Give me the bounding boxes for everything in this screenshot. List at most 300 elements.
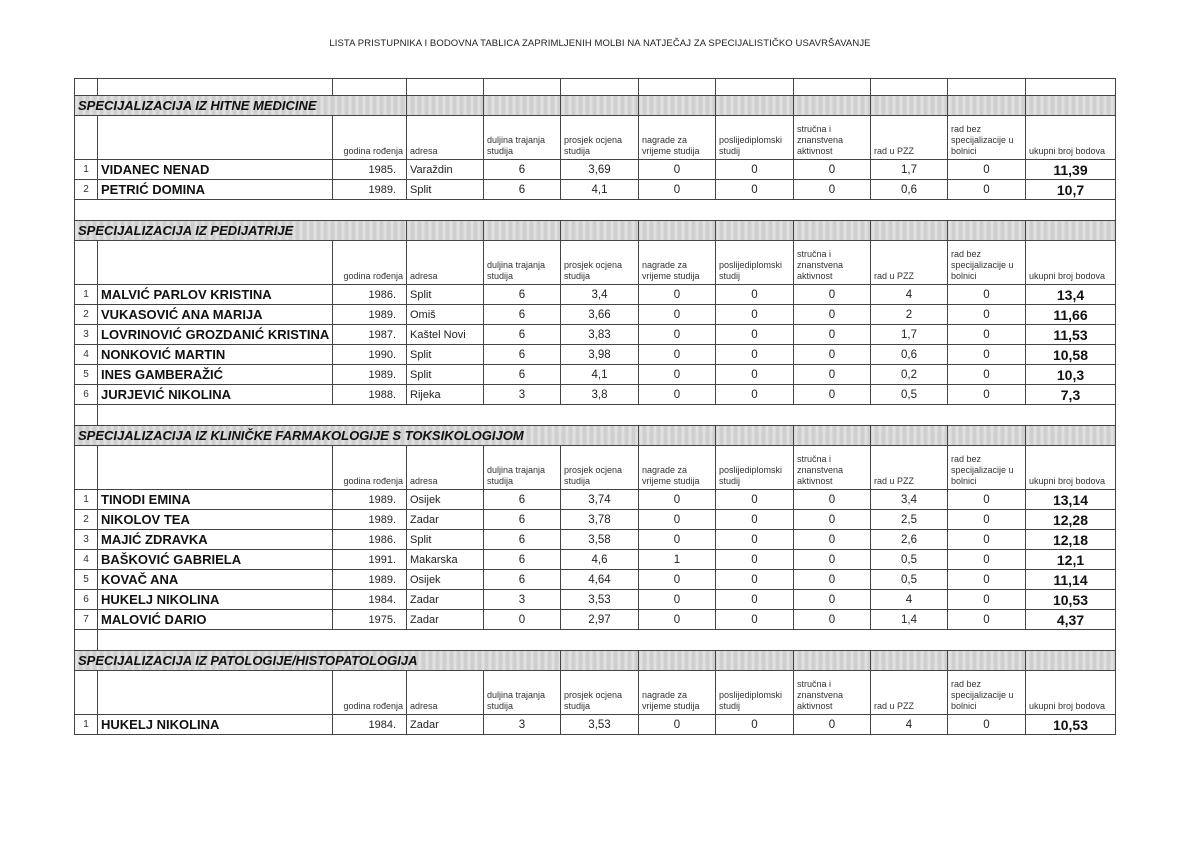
column-header-strucna: stručna i znanstvena aktivnost xyxy=(794,446,871,490)
postgraduate-cell: 0 xyxy=(716,490,794,510)
applicant-name-cell: PETRIĆ DOMINA xyxy=(98,180,333,200)
column-header-prosjek: prosjek ocjena studija xyxy=(561,446,639,490)
column-header-ukupno: ukupni broj bodova xyxy=(1026,241,1116,285)
total-points-cell: 11,66 xyxy=(1026,305,1116,325)
section-spacer-row xyxy=(75,405,1116,426)
address-cell: Zadar xyxy=(407,715,484,735)
primary-care-work-cell: 0,6 xyxy=(871,345,948,365)
column-header-adresa: adresa xyxy=(407,671,484,715)
section-shaded-cell xyxy=(639,651,716,671)
column-header-rad-bez: rad bez specijalizacije u bolnici xyxy=(948,116,1026,160)
section-title: SPECIJALIZACIJA IZ KLINIČKE FARMAKOLOGIJE S TOKSIKOLOGIJOM xyxy=(75,426,639,446)
spacer-cell xyxy=(75,405,98,426)
birth-year-cell: 1991. xyxy=(333,550,407,570)
section-shaded-cell xyxy=(948,96,1026,116)
rank-number-cell: 5 xyxy=(75,365,98,385)
section-shaded-cell xyxy=(871,426,948,446)
column-header-rad-bez: rad bez specijalizacije u bolnici xyxy=(948,241,1026,285)
section-header-row xyxy=(75,426,1116,446)
total-points-cell: 13,14 xyxy=(1026,490,1116,510)
applicant-name-cell: HUKELJ NIKOLINA xyxy=(98,715,333,735)
grade-average-cell: 3,69 xyxy=(561,160,639,180)
birth-year-cell: 1989. xyxy=(333,365,407,385)
applicant-row xyxy=(75,590,1116,610)
section-shaded-cell xyxy=(484,96,561,116)
column-header-duljina: duljina trajanja studija xyxy=(484,116,561,160)
awards-cell: 0 xyxy=(639,610,716,630)
hospital-work-cell: 0 xyxy=(948,365,1026,385)
primary-care-work-cell: 0,2 xyxy=(871,365,948,385)
column-header-prosjek: prosjek ocjena studija xyxy=(561,116,639,160)
applicant-name-cell: NIKOLOV TEA xyxy=(98,510,333,530)
section-shaded-cell xyxy=(794,96,871,116)
column-header-rad-pzz: rad u PZZ xyxy=(871,446,948,490)
grade-average-cell: 4,1 xyxy=(561,365,639,385)
hospital-work-cell: 0 xyxy=(948,570,1026,590)
column-header-prosjek: prosjek ocjena studija xyxy=(561,241,639,285)
professional-activity-cell: 0 xyxy=(794,180,871,200)
address-cell: Split xyxy=(407,285,484,305)
applicant-row xyxy=(75,715,1116,735)
postgraduate-cell: 0 xyxy=(716,325,794,345)
hospital-work-cell: 0 xyxy=(948,160,1026,180)
total-points-cell: 10,53 xyxy=(1026,590,1116,610)
total-points-cell: 4,37 xyxy=(1026,610,1116,630)
applicant-name-cell: HUKELJ NIKOLINA xyxy=(98,590,333,610)
section-header-row xyxy=(75,651,1116,671)
postgraduate-cell: 0 xyxy=(716,550,794,570)
primary-care-work-cell: 0,5 xyxy=(871,385,948,405)
total-points-cell: 13,4 xyxy=(1026,285,1116,305)
grade-average-cell: 4,1 xyxy=(561,180,639,200)
section-shaded-cell xyxy=(794,221,871,241)
section-shaded-cell xyxy=(561,651,639,671)
birth-year-cell: 1987. xyxy=(333,325,407,345)
birth-year-cell: 1975. xyxy=(333,610,407,630)
column-header-rad-bez: rad bez specijalizacije u bolnici xyxy=(948,671,1026,715)
spacer-cell xyxy=(98,630,1116,651)
applicant-name-cell: MALOVIĆ DARIO xyxy=(98,610,333,630)
rank-number-cell: 2 xyxy=(75,510,98,530)
primary-care-work-cell: 4 xyxy=(871,285,948,305)
section-shaded-cell xyxy=(871,651,948,671)
grade-average-cell: 3,53 xyxy=(561,715,639,735)
address-cell: Makarska xyxy=(407,550,484,570)
awards-cell: 0 xyxy=(639,715,716,735)
header-name-cell xyxy=(98,446,333,490)
professional-activity-cell: 0 xyxy=(794,160,871,180)
rank-number-cell: 2 xyxy=(75,180,98,200)
awards-cell: 0 xyxy=(639,530,716,550)
birth-year-cell: 1989. xyxy=(333,510,407,530)
study-duration-cell: 6 xyxy=(484,160,561,180)
column-header-rad-pzz: rad u PZZ xyxy=(871,116,948,160)
postgraduate-cell: 0 xyxy=(716,510,794,530)
column-header-row xyxy=(75,671,1116,715)
postgraduate-cell: 0 xyxy=(716,160,794,180)
section-shaded-cell xyxy=(561,221,639,241)
applicant-name-cell: VIDANEC NENAD xyxy=(98,160,333,180)
address-cell: Zadar xyxy=(407,590,484,610)
section-shaded-cell xyxy=(1026,651,1116,671)
hospital-work-cell: 0 xyxy=(948,590,1026,610)
column-header-prosjek: prosjek ocjena studija xyxy=(561,671,639,715)
address-cell: Zadar xyxy=(407,610,484,630)
grade-average-cell: 4,6 xyxy=(561,550,639,570)
spacer-cell xyxy=(75,200,1116,221)
section-shaded-cell xyxy=(407,221,484,241)
primary-care-work-cell: 0,6 xyxy=(871,180,948,200)
applicant-name-cell: TINODI EMINA xyxy=(98,490,333,510)
postgraduate-cell: 0 xyxy=(716,285,794,305)
section-shaded-cell xyxy=(561,96,639,116)
column-header-nagrade: nagrade za vrijeme studija xyxy=(639,446,716,490)
awards-cell: 0 xyxy=(639,510,716,530)
applicant-row xyxy=(75,180,1116,200)
birth-year-cell: 1984. xyxy=(333,590,407,610)
column-header-poslijediplomski: poslijediplomski studij xyxy=(716,116,794,160)
column-header-godina: godina rođenja xyxy=(333,241,407,285)
applicant-row xyxy=(75,285,1116,305)
section-shaded-cell xyxy=(948,651,1026,671)
section-shaded-cell xyxy=(1026,96,1116,116)
spacer-cell xyxy=(98,405,1116,426)
section-shaded-cell xyxy=(794,426,871,446)
total-points-cell: 10,53 xyxy=(1026,715,1116,735)
column-header-nagrade: nagrade za vrijeme studija xyxy=(639,241,716,285)
study-duration-cell: 6 xyxy=(484,285,561,305)
study-duration-cell: 3 xyxy=(484,715,561,735)
rank-number-cell: 1 xyxy=(75,715,98,735)
applicant-row xyxy=(75,160,1116,180)
applicant-row xyxy=(75,550,1116,570)
awards-cell: 0 xyxy=(639,160,716,180)
study-duration-cell: 0 xyxy=(484,610,561,630)
applicant-name-cell: MALVIĆ PARLOV KRISTINA xyxy=(98,285,333,305)
column-header-ukupno: ukupni broj bodova xyxy=(1026,671,1116,715)
applicant-row xyxy=(75,325,1116,345)
birth-year-cell: 1986. xyxy=(333,285,407,305)
study-duration-cell: 6 xyxy=(484,305,561,325)
rank-number-cell: 1 xyxy=(75,490,98,510)
study-duration-cell: 6 xyxy=(484,365,561,385)
awards-cell: 0 xyxy=(639,285,716,305)
birth-year-cell: 1986. xyxy=(333,530,407,550)
birth-year-cell: 1985. xyxy=(333,160,407,180)
hospital-work-cell: 0 xyxy=(948,285,1026,305)
address-cell: Osijek xyxy=(407,570,484,590)
professional-activity-cell: 0 xyxy=(794,530,871,550)
postgraduate-cell: 0 xyxy=(716,345,794,365)
header-name-cell xyxy=(98,241,333,285)
primary-care-work-cell: 4 xyxy=(871,715,948,735)
hospital-work-cell: 0 xyxy=(948,490,1026,510)
grade-average-cell: 3,83 xyxy=(561,325,639,345)
address-cell: Kaštel Novi xyxy=(407,325,484,345)
header-name-cell xyxy=(98,116,333,160)
primary-care-work-cell: 4 xyxy=(871,590,948,610)
grade-average-cell: 3,53 xyxy=(561,590,639,610)
address-cell: Omiš xyxy=(407,305,484,325)
birth-year-cell: 1988. xyxy=(333,385,407,405)
address-cell: Split xyxy=(407,365,484,385)
hospital-work-cell: 0 xyxy=(948,180,1026,200)
section-shaded-cell xyxy=(407,96,484,116)
grade-average-cell: 3,8 xyxy=(561,385,639,405)
section-header-row xyxy=(75,96,1116,116)
postgraduate-cell: 0 xyxy=(716,530,794,550)
total-points-cell: 10,3 xyxy=(1026,365,1116,385)
birth-year-cell: 1984. xyxy=(333,715,407,735)
hospital-work-cell: 0 xyxy=(948,550,1026,570)
study-duration-cell: 6 xyxy=(484,345,561,365)
applicant-row xyxy=(75,490,1116,510)
grade-average-cell: 3,66 xyxy=(561,305,639,325)
study-duration-cell: 6 xyxy=(484,530,561,550)
postgraduate-cell: 0 xyxy=(716,715,794,735)
awards-cell: 1 xyxy=(639,550,716,570)
header-num-cell xyxy=(75,446,98,490)
column-header-row xyxy=(75,241,1116,285)
applicant-row xyxy=(75,570,1116,590)
column-header-strucna: stručna i znanstvena aktivnost xyxy=(794,241,871,285)
postgraduate-cell: 0 xyxy=(716,305,794,325)
postgraduate-cell: 0 xyxy=(716,610,794,630)
professional-activity-cell: 0 xyxy=(794,590,871,610)
section-title: SPECIJALIZACIJA IZ HITNE MEDICINE xyxy=(75,96,407,116)
column-header-ukupno: ukupni broj bodova xyxy=(1026,116,1116,160)
birth-year-cell: 1989. xyxy=(333,490,407,510)
section-shaded-cell xyxy=(871,96,948,116)
column-header-duljina: duljina trajanja studija xyxy=(484,446,561,490)
hospital-work-cell: 0 xyxy=(948,510,1026,530)
column-header-row xyxy=(75,116,1116,160)
professional-activity-cell: 0 xyxy=(794,385,871,405)
column-header-poslijediplomski: poslijediplomski studij xyxy=(716,241,794,285)
applicant-score-table xyxy=(74,78,1116,735)
applicant-name-cell: BAŠKOVIĆ GABRIELA xyxy=(98,550,333,570)
column-header-godina: godina rođenja xyxy=(333,116,407,160)
rank-number-cell: 3 xyxy=(75,325,98,345)
section-shaded-cell xyxy=(1026,426,1116,446)
professional-activity-cell: 0 xyxy=(794,345,871,365)
professional-activity-cell: 0 xyxy=(794,715,871,735)
grade-average-cell: 4,64 xyxy=(561,570,639,590)
spacer-cell xyxy=(75,630,98,651)
section-shaded-cell xyxy=(639,96,716,116)
column-header-duljina: duljina trajanja studija xyxy=(484,671,561,715)
professional-activity-cell: 0 xyxy=(794,365,871,385)
section-shaded-cell xyxy=(716,426,794,446)
hospital-work-cell: 0 xyxy=(948,530,1026,550)
section-shaded-cell xyxy=(1026,221,1116,241)
hospital-work-cell: 0 xyxy=(948,305,1026,325)
total-points-cell: 11,39 xyxy=(1026,160,1116,180)
applicant-row xyxy=(75,530,1116,550)
rank-number-cell: 7 xyxy=(75,610,98,630)
total-points-cell: 12,1 xyxy=(1026,550,1116,570)
section-shaded-cell xyxy=(794,651,871,671)
awards-cell: 0 xyxy=(639,590,716,610)
professional-activity-cell: 0 xyxy=(794,610,871,630)
postgraduate-cell: 0 xyxy=(716,180,794,200)
section-shaded-cell xyxy=(484,221,561,241)
document-title: LISTA PRISTUPNIKA I BODOVNA TABLICA ZAPRIMLJENIH MOLBI NA NATJEČAJ ZA SPECIJALISTIČKO USAVRŠAVANJE xyxy=(329,38,871,49)
applicant-name-cell: JURJEVIĆ NIKOLINA xyxy=(98,385,333,405)
rank-number-cell: 2 xyxy=(75,305,98,325)
postgraduate-cell: 0 xyxy=(716,385,794,405)
professional-activity-cell: 0 xyxy=(794,550,871,570)
applicant-row xyxy=(75,610,1116,630)
applicant-row xyxy=(75,345,1116,365)
section-header-row xyxy=(75,221,1116,241)
applicant-name-cell: MAJIĆ ZDRAVKA xyxy=(98,530,333,550)
rank-number-cell: 4 xyxy=(75,345,98,365)
rank-number-cell: 6 xyxy=(75,590,98,610)
column-header-godina: godina rođenja xyxy=(333,671,407,715)
awards-cell: 0 xyxy=(639,490,716,510)
professional-activity-cell: 0 xyxy=(794,570,871,590)
grade-average-cell: 3,74 xyxy=(561,490,639,510)
applicant-name-cell: VUKASOVIĆ ANA MARIJA xyxy=(98,305,333,325)
hospital-work-cell: 0 xyxy=(948,715,1026,735)
primary-care-work-cell: 2,5 xyxy=(871,510,948,530)
column-header-row xyxy=(75,446,1116,490)
primary-care-work-cell: 2,6 xyxy=(871,530,948,550)
primary-care-work-cell: 1,7 xyxy=(871,325,948,345)
grade-average-cell: 3,98 xyxy=(561,345,639,365)
column-header-adresa: adresa xyxy=(407,241,484,285)
grade-average-cell: 2,97 xyxy=(561,610,639,630)
primary-care-work-cell: 3,4 xyxy=(871,490,948,510)
awards-cell: 0 xyxy=(639,305,716,325)
birth-year-cell: 1989. xyxy=(333,570,407,590)
awards-cell: 0 xyxy=(639,365,716,385)
birth-year-cell: 1989. xyxy=(333,180,407,200)
professional-activity-cell: 0 xyxy=(794,285,871,305)
section-shaded-cell xyxy=(871,221,948,241)
rank-number-cell: 3 xyxy=(75,530,98,550)
column-header-duljina: duljina trajanja studija xyxy=(484,241,561,285)
grade-average-cell: 3,4 xyxy=(561,285,639,305)
address-cell: Split xyxy=(407,180,484,200)
address-cell: Osijek xyxy=(407,490,484,510)
applicant-name-cell: LOVRINOVIĆ GROZDANIĆ KRISTINA xyxy=(98,325,333,345)
hospital-work-cell: 0 xyxy=(948,610,1026,630)
total-points-cell: 12,28 xyxy=(1026,510,1116,530)
total-points-cell: 12,18 xyxy=(1026,530,1116,550)
primary-care-work-cell: 1,7 xyxy=(871,160,948,180)
address-cell: Split xyxy=(407,345,484,365)
professional-activity-cell: 0 xyxy=(794,305,871,325)
header-num-cell xyxy=(75,671,98,715)
primary-care-work-cell: 0,5 xyxy=(871,570,948,590)
rank-number-cell: 6 xyxy=(75,385,98,405)
primary-care-work-cell: 1,4 xyxy=(871,610,948,630)
grade-average-cell: 3,78 xyxy=(561,510,639,530)
total-points-cell: 10,7 xyxy=(1026,180,1116,200)
applicant-name-cell: NONKOVIĆ MARTIN xyxy=(98,345,333,365)
rank-number-cell: 5 xyxy=(75,570,98,590)
section-spacer-row xyxy=(75,200,1116,221)
postgraduate-cell: 0 xyxy=(716,365,794,385)
study-duration-cell: 6 xyxy=(484,570,561,590)
hospital-work-cell: 0 xyxy=(948,345,1026,365)
awards-cell: 0 xyxy=(639,325,716,345)
address-cell: Varaždin xyxy=(407,160,484,180)
section-shaded-cell xyxy=(639,221,716,241)
total-points-cell: 11,53 xyxy=(1026,325,1116,345)
awards-cell: 0 xyxy=(639,570,716,590)
applicant-name-cell: KOVAČ ANA xyxy=(98,570,333,590)
professional-activity-cell: 0 xyxy=(794,490,871,510)
column-header-adresa: adresa xyxy=(407,116,484,160)
study-duration-cell: 3 xyxy=(484,590,561,610)
birth-year-cell: 1990. xyxy=(333,345,407,365)
birth-year-cell: 1989. xyxy=(333,305,407,325)
header-num-cell xyxy=(75,241,98,285)
column-header-nagrade: nagrade za vrijeme studija xyxy=(639,116,716,160)
professional-activity-cell: 0 xyxy=(794,325,871,345)
applicant-row xyxy=(75,385,1116,405)
section-shaded-cell xyxy=(716,651,794,671)
section-shaded-cell xyxy=(639,426,716,446)
study-duration-cell: 6 xyxy=(484,180,561,200)
column-header-strucna: stručna i znanstvena aktivnost xyxy=(794,116,871,160)
applicant-row xyxy=(75,510,1116,530)
column-header-rad-bez: rad bez specijalizacije u bolnici xyxy=(948,446,1026,490)
column-header-rad-pzz: rad u PZZ xyxy=(871,241,948,285)
applicant-row xyxy=(75,365,1116,385)
address-cell: Split xyxy=(407,530,484,550)
column-header-ukupno: ukupni broj bodova xyxy=(1026,446,1116,490)
section-title: SPECIJALIZACIJA IZ PATOLOGIJE/HISTOPATOLOGIJA xyxy=(75,651,561,671)
applicant-name-cell: INES GAMBERAŽIĆ xyxy=(98,365,333,385)
applicant-row xyxy=(75,305,1116,325)
total-points-cell: 11,14 xyxy=(1026,570,1116,590)
rank-number-cell: 1 xyxy=(75,160,98,180)
section-title: SPECIJALIZACIJA IZ PEDIJATRIJE xyxy=(75,221,407,241)
study-duration-cell: 6 xyxy=(484,510,561,530)
total-points-cell: 7,3 xyxy=(1026,385,1116,405)
section-shaded-cell xyxy=(948,221,1026,241)
column-header-godina: godina rođenja xyxy=(333,446,407,490)
top-empty-row xyxy=(75,79,1116,96)
section-shaded-cell xyxy=(716,221,794,241)
section-shaded-cell xyxy=(948,426,1026,446)
address-cell: Rijeka xyxy=(407,385,484,405)
total-points-cell: 10,58 xyxy=(1026,345,1116,365)
grade-average-cell: 3,58 xyxy=(561,530,639,550)
primary-care-work-cell: 0,5 xyxy=(871,550,948,570)
hospital-work-cell: 0 xyxy=(948,325,1026,345)
column-header-strucna: stručna i znanstvena aktivnost xyxy=(794,671,871,715)
awards-cell: 0 xyxy=(639,385,716,405)
rank-number-cell: 1 xyxy=(75,285,98,305)
study-duration-cell: 3 xyxy=(484,385,561,405)
address-cell: Zadar xyxy=(407,510,484,530)
awards-cell: 0 xyxy=(639,345,716,365)
column-header-poslijediplomski: poslijediplomski studij xyxy=(716,671,794,715)
hospital-work-cell: 0 xyxy=(948,385,1026,405)
column-header-nagrade: nagrade za vrijeme studija xyxy=(639,671,716,715)
study-duration-cell: 6 xyxy=(484,550,561,570)
section-shaded-cell xyxy=(716,96,794,116)
postgraduate-cell: 0 xyxy=(716,590,794,610)
postgraduate-cell: 0 xyxy=(716,570,794,590)
rank-number-cell: 4 xyxy=(75,550,98,570)
column-header-adresa: adresa xyxy=(407,446,484,490)
